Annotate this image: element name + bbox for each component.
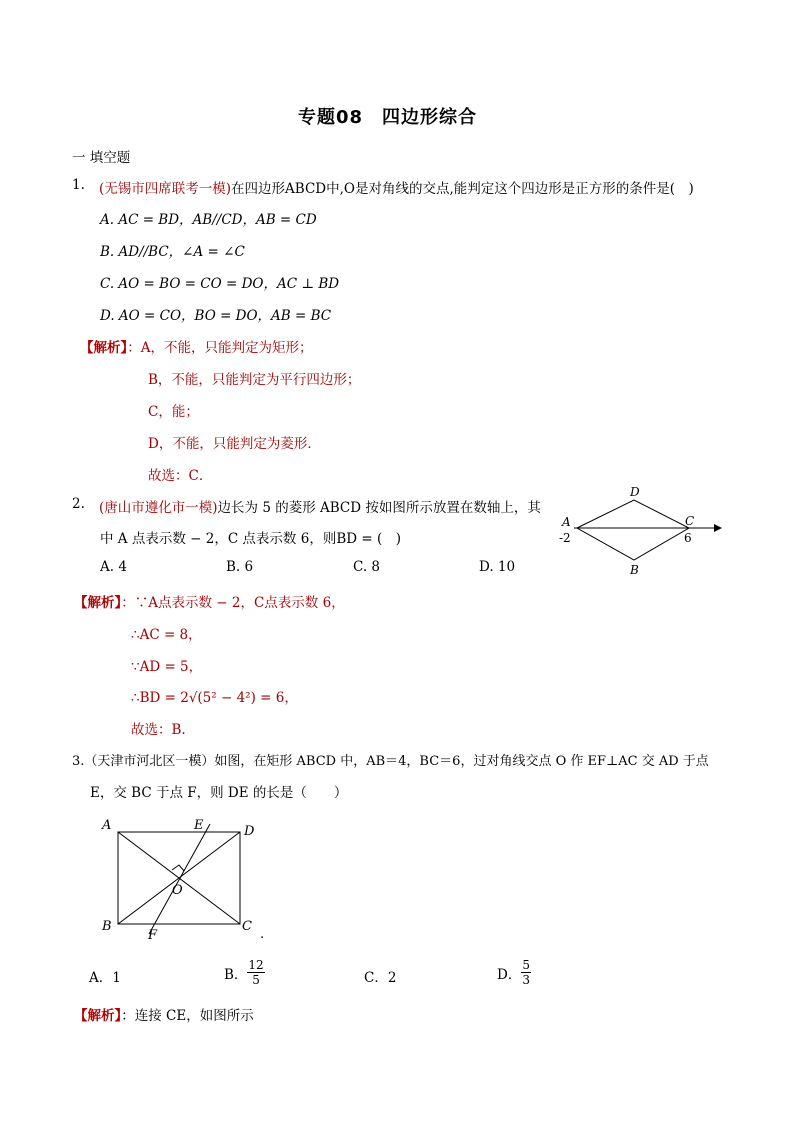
q3-label-c: C	[242, 919, 252, 934]
q1-analysis-line-4: D，不能，只能判定为菱形．	[148, 436, 321, 452]
q2-option-b: B. 6	[226, 559, 254, 575]
q3-option-d	[497, 958, 531, 987]
q3-label-f: F	[148, 928, 158, 943]
q2-tick-neg2: -2	[559, 531, 571, 545]
q1-analysis-line-1: ：A，不能，只能判定为矩形；	[127, 340, 313, 356]
q1-option-a: A. AC = BD，AB//CD，AB = CD	[100, 212, 317, 228]
q3-label-b: B	[102, 919, 112, 934]
q3-option-a: A．1	[89, 970, 121, 986]
q3-figure-period: .	[260, 927, 265, 942]
q3-option-b	[224, 958, 265, 987]
q2-option-c: C. 8	[353, 559, 381, 575]
q2-stem-line-1	[99, 496, 541, 516]
q3-rectangle-figure	[96, 810, 286, 945]
q1-analysis-line-2: B，不能，只能判定为平行四边形；	[148, 372, 361, 388]
q3-option-d-letter: D．	[497, 966, 522, 983]
q2-number: 2.	[72, 496, 85, 512]
q3-option-b-fraction	[247, 958, 264, 987]
q2-label-d: D	[630, 485, 640, 499]
q2-rhombus	[577, 500, 689, 560]
q3-analysis-line	[74, 1004, 254, 1024]
q1-analysis-line-3: C，能；	[148, 404, 199, 420]
q1-option-d: D. AO = CO，BO = DO，AB = BC	[100, 308, 332, 324]
q3-stem-line-2: E，交 BC 于点 F，则 DE 的长是（ ）	[90, 785, 348, 801]
q2-label-b: B	[630, 563, 639, 577]
q2-axis-arrow-icon	[714, 524, 722, 532]
q2-analysis-line-3: ∵AD = 5，	[131, 659, 203, 675]
q3-stem-line-1: 3.（天津市河北区一模）如图，在矩形 ABCD 中，AB＝4，BC＝6，过对角线交点 O 作 EF⊥AC 交 AD 于点	[72, 754, 709, 769]
q1-stem-line	[99, 177, 694, 197]
q2-stem-line-2: 中 A 点表示数 − 2，C 点表示数 6，则BD = ( )	[100, 531, 401, 547]
q3-label-a: A	[102, 818, 112, 833]
q2-option-d: D. 10	[479, 559, 516, 575]
q1-option-c: C. AO = BO = CO = DO，AC ⊥ BD	[100, 276, 340, 292]
page-title: 专题08 四边形综合	[298, 107, 478, 128]
q3-label-o: O	[172, 883, 183, 898]
q3-option-d-fraction	[521, 958, 531, 987]
q3-label-d: D	[244, 824, 255, 839]
q2-source: (唐山市遵化市一模)	[99, 500, 218, 516]
q2-label-a: A	[562, 515, 571, 529]
q3-analysis-text: ：连接 CE，如图所示	[121, 1008, 254, 1024]
q1-stem: 在四边形ABCD中,O是对角线的交点,能判定这个四边形是正方形的条件是( )	[231, 181, 694, 197]
q2-label-c: C	[685, 514, 695, 528]
q3-line-ef	[149, 824, 210, 934]
q2-analysis-line-5: 故选：B.	[131, 722, 186, 738]
q2-analysis-line-4: ∴BD = 2√(5² − 4²) = 6，	[131, 690, 298, 706]
q3-frac-b-numerator: 12	[248, 958, 264, 972]
q2-analysis-first	[74, 591, 345, 611]
q3-right-angle-mark	[172, 865, 184, 871]
q3-frac-d-numerator: 5	[522, 958, 530, 972]
q2-rhombus-figure	[550, 482, 730, 578]
q3-option-b-letter: B．	[224, 966, 248, 983]
q2-analysis-line-2: ∴AC = 8，	[131, 627, 202, 643]
q1-analysis-label: 【解析】	[80, 340, 128, 356]
q3-frac-d-denominator: 3	[522, 973, 530, 987]
q1-analysis-first	[80, 336, 313, 356]
q2-stem-1: 边长为 5 的菱形 ABCD 按如图所示放置在数轴上，其	[217, 500, 541, 516]
q1-option-b: B. AD//BC，∠A = ∠C	[100, 244, 245, 260]
section-heading: 一 填空题	[72, 150, 131, 166]
q2-analysis-label: 【解析】	[74, 595, 122, 611]
q1-source: (无锡市四席联考一模)	[99, 181, 232, 197]
q2-analysis-line-1: ：∵A点表示数 − 2，C点表示数 6，	[121, 595, 345, 611]
q3-label-e: E	[194, 818, 204, 833]
q2-tick-6: 6	[684, 531, 692, 545]
q1-number: 1.	[72, 177, 85, 193]
q3-analysis-label: 【解析】	[74, 1008, 122, 1024]
q3-frac-b-denominator: 5	[252, 973, 260, 987]
q2-option-a: A. 4	[100, 559, 127, 575]
q1-analysis-line-5: 故选：C．	[148, 468, 213, 484]
q3-option-c: C．2	[364, 970, 397, 986]
